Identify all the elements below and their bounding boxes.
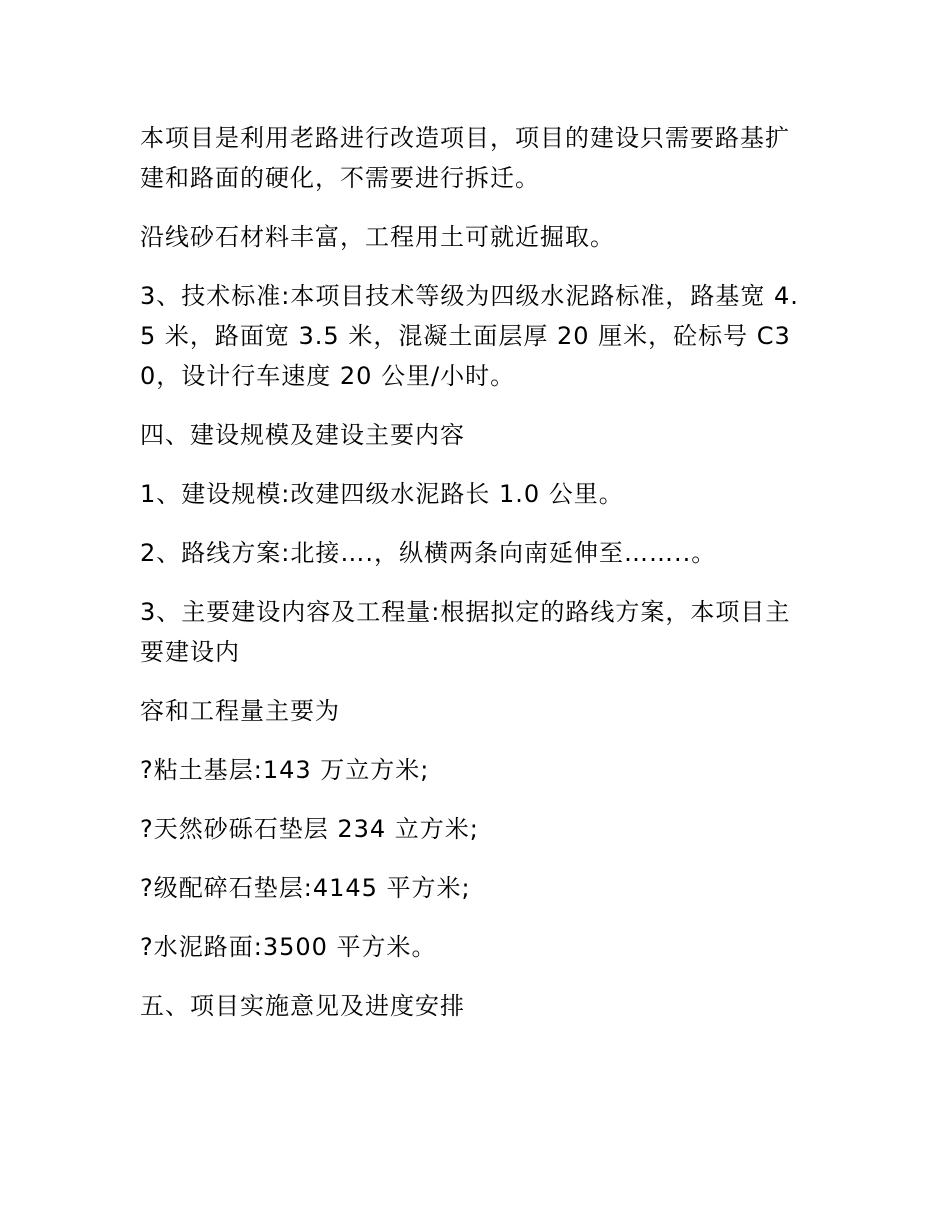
paragraph-renovation-intro: 本项目是利用老路进行改造项目，项目的建设只需要路基扩建和路面的硬化，不需要进行拆迁。 [140,124,790,192]
paragraph-quantities-intro: 容和工程量主要为 [140,697,340,725]
section-heading-scale-content: 四、建设规模及建设主要内容 [140,421,465,449]
document-body [140,118,810,1045]
list-item-gravel-cushion: ?天然砂砾石垫层 234 立方米; [140,815,479,843]
paragraph-construction-scale: 1、建设规模:改建四级水泥路长 1.0 公里。 [140,480,624,508]
paragraph-materials: 沿线砂石材料丰富，工程用土可就近掘取。 [140,223,615,251]
paragraph-route-plan: 2、路线方案:北接….，纵横两条向南延伸至……..。 [140,539,717,567]
list-item-graded-stone-cushion: ?级配碎石垫层:4145 平方米; [140,874,471,902]
paragraph-technical-standard: 3、技术标准:本项目技术等级为四级水泥路标准，路基宽 4.5 米，路面宽 3.5 米，混凝土面层厚 20 厘米，砼标号 C30，设计行车速度 20 公里/小时。 [140,282,799,390]
list-item-cement-pavement: ?水泥路面:3500 平方米。 [140,933,437,961]
section-heading-implementation: 五、项目实施意见及进度安排 [140,992,465,1020]
paragraph-main-content: 3、主要建设内容及工程量:根据拟定的路线方案，本项目主要建设内 [140,598,791,666]
list-item-clay-base: ?粘土基层:143 万立方米; [140,756,430,784]
